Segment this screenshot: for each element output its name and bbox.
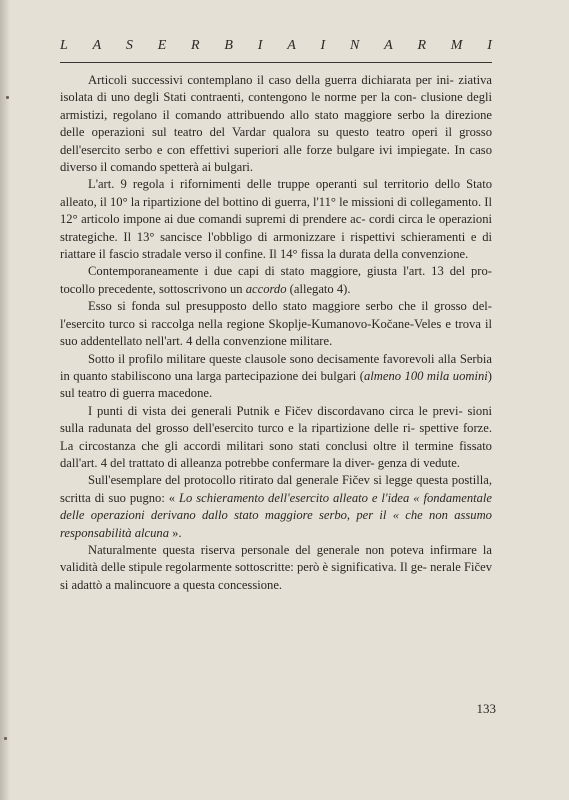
italic-text: almeno 100 mila uomini (363, 368, 488, 383)
text-line: ziativa isolata di uno degli Stati contraenti, contengono le norme per la con- (60, 73, 492, 105)
text-line: collegamento. Il 12° articolo impone ai due comandi supremi di prendere ac- (60, 194, 492, 227)
running-head-letter: E (157, 38, 167, 53)
text-line: tocollo precedente, sottoscrivono un (60, 281, 246, 296)
running-head-letter: B (224, 38, 233, 53)
text-line: cordi circa le operazioni strategiche. Il 13° sancisce l'obbligo di armonizzare (60, 212, 492, 244)
text-line: clusione degli armistizi, regolano il comando attribuendo allo stato maggiore (60, 90, 492, 122)
text-line: i rispettivi schieramenti e di riattare il fascio stradale verso il confine. Il 14° (60, 229, 493, 262)
text-line: trova il suo addentellato nell'art. 4 della convenzione militare. (60, 316, 492, 349)
paragraph (60, 403, 492, 473)
running-head-letter: A (287, 38, 296, 53)
paragraph (60, 472, 492, 542)
text-line: forze bulgare ivi impiegate. In caso diverso il comando spetterà ai bulgari. (60, 142, 492, 175)
page-number: 133 (476, 701, 496, 716)
text-line: Stato alleato, il 10° la ripartizione del bottino di guerra, l'11° le missioni di (60, 177, 493, 209)
running-head-letter: A (384, 38, 393, 53)
text-line: L'art. 9 regola i rifornimenti delle truppe operanti sul territorio dello (88, 177, 461, 192)
italic-text: accordo (245, 281, 287, 296)
text-line: Esso si fonda sul presupposto dello stato maggiore serbo che il grosso del- (88, 299, 492, 314)
text-line: nerale Fičev si adattò a malincuore a questa concessione. (60, 560, 493, 592)
running-head-letter: I (320, 38, 326, 53)
margin-speck (6, 96, 9, 99)
running-head-letter: R (417, 38, 427, 53)
paragraph (60, 298, 492, 350)
paragraph (60, 542, 492, 594)
text-line: Naturalmente questa riserva personale del generale non poteva infirmare (88, 542, 477, 557)
text-line: genza di vedute. (377, 455, 460, 470)
text-line: serbo la direzione delle operazioni sul teatro del Vardar qualora su (60, 107, 493, 140)
italic-text: « fondamentale delle operazioni derivano dallo stato maggiore serbo, per il (60, 490, 493, 523)
text-line: Serbia in quanto stabiliscono una larga partecipazione dei bulgari ( (60, 351, 492, 383)
paragraph (60, 263, 492, 298)
text-line: Articoli successivi contemplano il caso della guerra dichiarata per ini- (88, 73, 454, 87)
running-head-letter: I (487, 38, 492, 53)
text-line: ) sul teatro di guerra macedone. (60, 368, 492, 401)
text-line: la validità delle stipule regolarmente sottoscritte: però è significativa. Il ge- (60, 542, 492, 575)
header-rule (60, 62, 492, 63)
running-head-letter: L (60, 38, 68, 53)
text-line: termine fissato dall'art. 4 del trattato di alleanza potrebbe confermare la diver- (60, 438, 492, 470)
text-line: I punti di vista dei generali Putnik e Fičev discordavano circa le previ- (88, 403, 463, 418)
running-head-letter: A (92, 38, 102, 53)
running-head-letter: R (191, 38, 200, 53)
text-line: Contemporaneamente i due capi di stato maggiore, giusta l'art. 13 del pro- (88, 264, 492, 279)
text-line: fissa la durata della convenzione. (300, 247, 469, 262)
text-line: Sotto il profilo militare queste clausole sono decisamente favorevoli alla (88, 351, 457, 366)
body-text (60, 72, 492, 594)
text-line: ». (169, 525, 182, 540)
margin-speck (4, 737, 7, 740)
text-line: Sull'esemplare del protocollo ritirato dal generale Fičev si legge questa (88, 473, 449, 488)
paragraph (60, 72, 492, 176)
paragraph (60, 176, 492, 263)
italic-text: Lo schieramento dell'esercito alleato e l'idea (179, 490, 410, 505)
running-head-letter: M (450, 38, 463, 53)
text-line: questo teatro operi il grosso dell'esercito serbo e con effettivi superiori alle (60, 125, 492, 157)
running-head-letter: I (257, 38, 263, 53)
page-gutter-shadow (0, 0, 10, 800)
running-head (60, 38, 492, 54)
italic-text: « che non assumo responsabilità alcuna (60, 508, 492, 540)
text-line: sioni sulla radunata del grosso dell'esercito turco e la ripartizione delle ri- (60, 403, 492, 436)
text-line: spettive forze. La circostanza che gli accordi militari sono stati conclusi oltre il (60, 421, 492, 453)
text-line: l'esercito turco si raccolga nella regione Skoplje-Kumanovo-Kočane-Veles e (60, 316, 451, 331)
running-head-letter: N (349, 38, 360, 53)
running-head-letter: S (125, 38, 133, 53)
text-line: (allegato 4). (286, 281, 351, 296)
text-line: postilla, scritta di suo pugno: « (60, 473, 492, 505)
paragraph (60, 351, 492, 403)
